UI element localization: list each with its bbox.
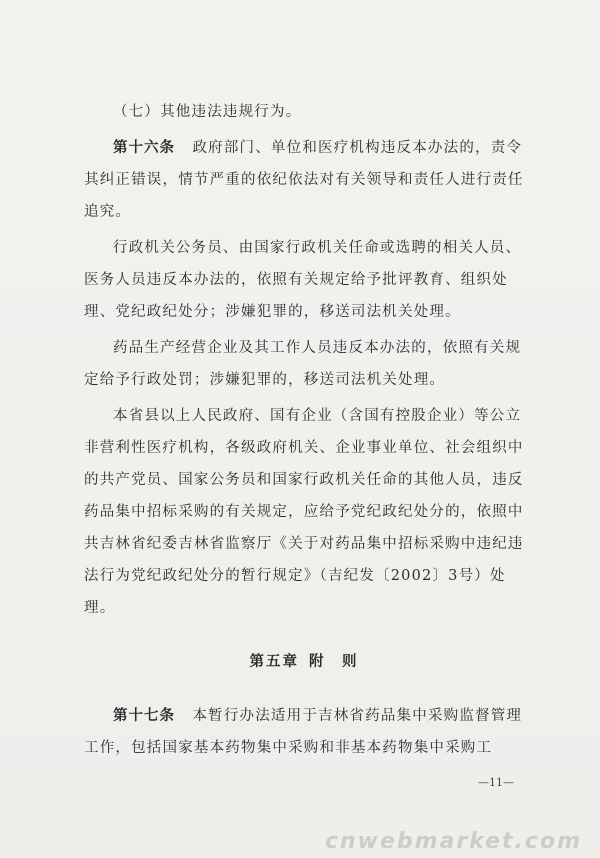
chapter-title: 附 则 <box>309 654 359 670</box>
paragraph-text: （七）其他违法违规行为。 <box>113 104 302 120</box>
paragraph-text: 本暂行办法适用于吉林省药品集中采购监督管理工作，包括国家基本药物集中采购和非基本药物集中采购工 <box>84 708 523 756</box>
paragraph-article-17 <box>84 700 524 764</box>
paragraph-civil-servants <box>84 232 524 328</box>
article-heading: 第十六条 <box>113 140 175 156</box>
watermark: cnwebmarket.com <box>324 829 582 854</box>
page-number: —11— <box>478 776 514 789</box>
paragraph-text <box>181 708 193 724</box>
paragraph-text: 药品生产经营企业及其工作人员违反本办法的，依照有关规定给予行政处罚；涉嫌犯罪的，移送司法机关处理。 <box>84 340 522 388</box>
chapter-heading <box>84 646 524 678</box>
paragraph-item-7 <box>84 96 524 128</box>
paragraph-article-16 <box>84 132 524 228</box>
paragraph-text: 政府部门、单位和医疗机构违反本办法的，责令其纠正错误，情节严重的依纪依法对有关领导和责任人进行责任追究。 <box>84 140 524 220</box>
chapter-number: 第五章 <box>249 654 299 670</box>
document-body <box>84 96 524 768</box>
paragraph-text <box>181 140 193 156</box>
paragraph-enterprises <box>84 332 524 396</box>
paragraph-text: 行政机关公务员、由国家行政机关任命或选聘的相关人员、医务人员违反本办法的，依照有关规定给予批评教育、组织处理、党纪政纪处分；涉嫌犯罪的，移送司法机关处理。 <box>84 240 522 320</box>
paragraph-text: 本省县以上人民政府、国有企业（含国有控股企业）等公立非营利性医疗机构，各级政府机关、企业事业单位、社会组织中的共产党员、国家公务员和国家行政机关任命的其他人员，违反药品集中招标采购的有关规定，应给予党纪政纪处分的，依照中共吉林省纪委吉林省监察厅《关于对药品集中招标采购中违纪违法行为党纪政纪处分的暂行规定》（吉纪发〔2002〕3号）处理。 <box>84 408 524 616</box>
article-heading: 第十七条 <box>113 708 175 724</box>
paragraph-party-discipline <box>84 400 524 624</box>
